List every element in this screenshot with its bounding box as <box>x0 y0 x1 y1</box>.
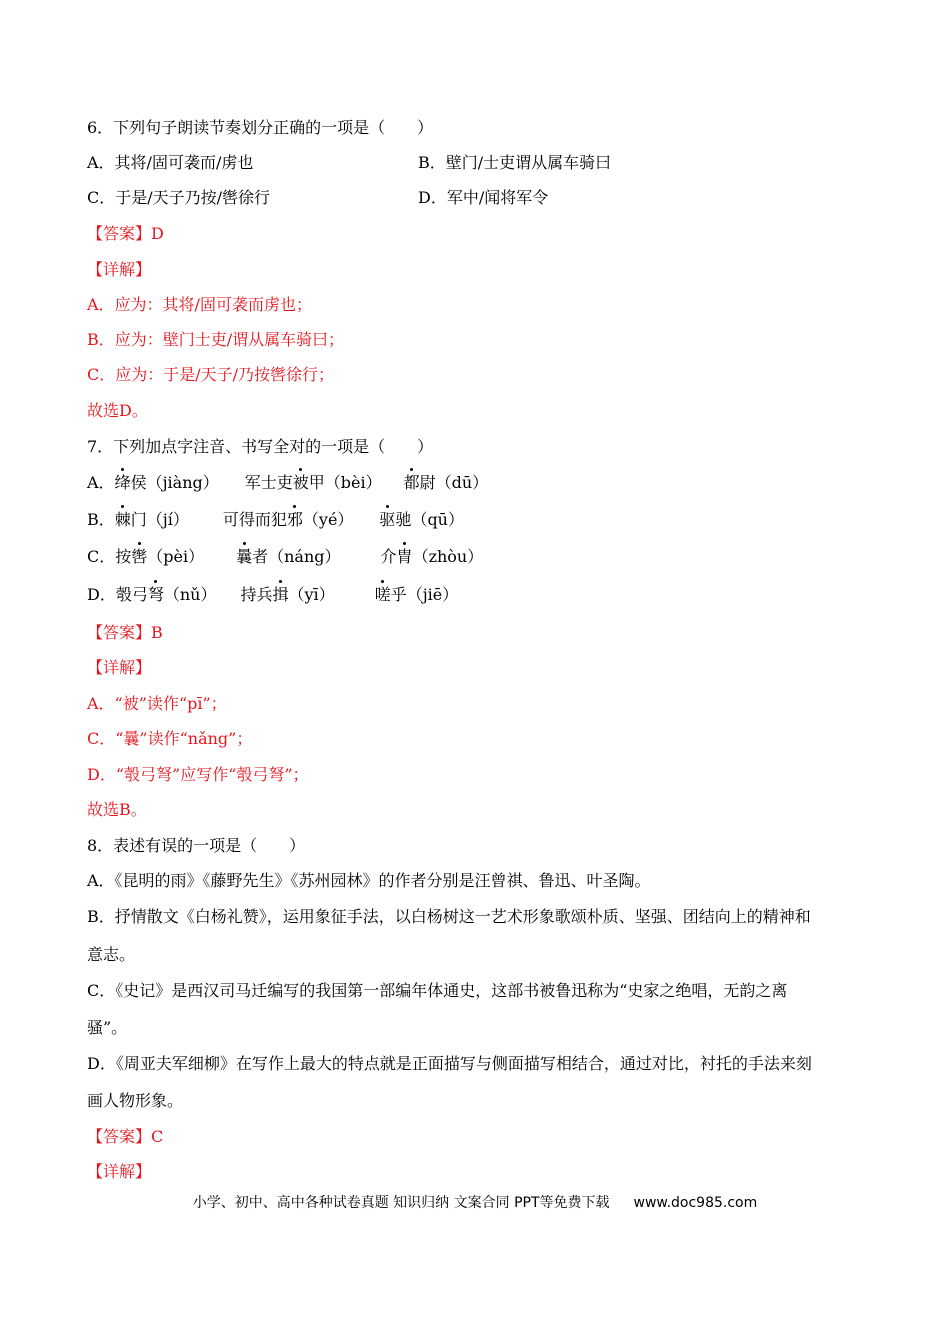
answer-value: B <box>151 623 163 642</box>
item-prefix: 军士吏 <box>244 473 293 492</box>
q6-conclusion: 故选D。 <box>87 401 148 420</box>
item-rest: 侯（jiàng） <box>130 473 219 492</box>
item-rest: 乎（jiē） <box>390 585 459 604</box>
dotted-char: 弩 <box>147 585 164 604</box>
dotted-char: 嗟 <box>374 585 391 604</box>
dotted-char: 曩 <box>236 547 253 566</box>
q8-detail-label: 【详解】 <box>87 1162 152 1181</box>
q7-answer <box>87 622 163 644</box>
q8-stem: 8．表述有误的一项是（ ） <box>87 836 306 855</box>
item-rest: （nǔ） <box>163 585 217 604</box>
item-rest: （yī） <box>288 585 335 604</box>
q8-option-a: A．《昆明的雨》《藤野先生》《苏州园林》的作者分别是汪曾祺、鲁迅、叶圣陶。 <box>87 871 651 890</box>
dotted-char: 邪 <box>286 510 303 529</box>
q8-option-c-line1: C．《史记》是西汉司马迁编写的我国第一部编年体通史，这部书被鲁迅称为“史家之绝唱，无韵之离 <box>87 981 788 1000</box>
q8-option-d-line1: D．《周亚夫军细柳》在写作上最大的特点就是正面描写与侧面描写相结合，通过对比，衬托的手法来刻 <box>87 1054 812 1073</box>
q7-stem: 7．下列加点字注音、书写全对的一项是（ ） <box>87 437 434 456</box>
item-rest: 门（jí） <box>130 510 189 529</box>
q6-explanation-a: A．应为：其将/固可袭而虏也； <box>87 295 312 314</box>
dotted-char: 棘 <box>114 510 131 529</box>
q7-option-c <box>87 546 483 568</box>
q8-option-b-line2: 意志。 <box>87 945 136 964</box>
q8-option-b-line1: B．抒情散文《白杨礼赞》，运用象征手法，以白杨树这一艺术形象歌颂朴质、坚强、团结向上的精神和 <box>87 907 811 926</box>
q7-option-d <box>87 584 458 606</box>
item-rest: （yé） <box>302 510 354 529</box>
answer-label: 【答案】 <box>87 224 152 243</box>
footer-site: www.doc985.com <box>633 1195 758 1211</box>
answer-value: C <box>151 1127 164 1146</box>
item-rest: 尉（dū） <box>419 473 489 492</box>
q6-option-a: A．其将/固可袭而/虏也 <box>87 153 254 172</box>
dotted-char: 胄 <box>396 547 413 566</box>
item-rest: （zhòu） <box>412 547 484 566</box>
answer-label: 【答案】 <box>87 1127 152 1146</box>
q6-option-c: C．于是/天子乃按/辔徐行 <box>87 188 271 207</box>
item-prefix: B． <box>87 510 115 529</box>
q6-detail-label: 【详解】 <box>87 260 152 279</box>
q6-explanation-c: C．应为：于是/天子/乃按辔徐行； <box>87 365 335 384</box>
item-rest: （pèi） <box>147 547 205 566</box>
q7-explanation-d: D．“彀弓弩”应写作“彀弓弩”； <box>87 765 309 784</box>
q7-explanation-a: A．“被”读作“pī”； <box>87 694 227 713</box>
q8-option-d-line2: 画人物形象。 <box>87 1091 184 1110</box>
dotted-char: 辔 <box>131 547 148 566</box>
q8-answer <box>87 1126 163 1148</box>
page-footer <box>0 1192 950 1212</box>
dotted-char: 绛 <box>114 473 131 492</box>
q8-option-c-line2: 骚”。 <box>87 1018 128 1037</box>
item-rest: 驰（qū） <box>395 510 464 529</box>
dotted-char: 都 <box>403 473 420 492</box>
answer-value: D <box>151 224 164 243</box>
item-prefix: 介 <box>380 547 397 566</box>
q6-option-d: D．军中/闻将军令 <box>418 188 549 207</box>
q6-option-b: B．壁门/士吏谓从属车骑曰 <box>418 153 612 172</box>
q6-answer <box>87 223 164 245</box>
q7-detail-label: 【详解】 <box>87 658 152 677</box>
item-rest: 甲（bèi） <box>308 473 382 492</box>
dotted-char: 被 <box>292 473 309 492</box>
footer-text: 小学、初中、高中各种试卷真题 知识归纳 文案合同 PPT等免费下载 <box>192 1195 610 1211</box>
item-rest: 者（náng） <box>252 547 341 566</box>
q7-option-b <box>87 509 464 531</box>
q7-conclusion: 故选B。 <box>87 800 147 819</box>
q7-option-a <box>87 472 488 494</box>
item-prefix: D．彀弓 <box>87 585 148 604</box>
q6-explanation-b: B．应为：壁门士吏/谓从属车骑曰； <box>87 330 345 349</box>
item-prefix: A． <box>87 473 115 492</box>
item-prefix: C．按 <box>87 547 132 566</box>
dotted-char: 驱 <box>379 510 396 529</box>
item-prefix: 可得而犯 <box>222 510 287 529</box>
item-prefix: 持兵 <box>240 585 273 604</box>
answer-label: 【答案】 <box>87 623 152 642</box>
q7-explanation-c: C．“曩”读作“nǎng”； <box>87 729 253 748</box>
dotted-char: 揖 <box>272 585 289 604</box>
q6-stem: 6．下列句子朗读节奏划分正确的一项是（ ） <box>87 118 434 137</box>
